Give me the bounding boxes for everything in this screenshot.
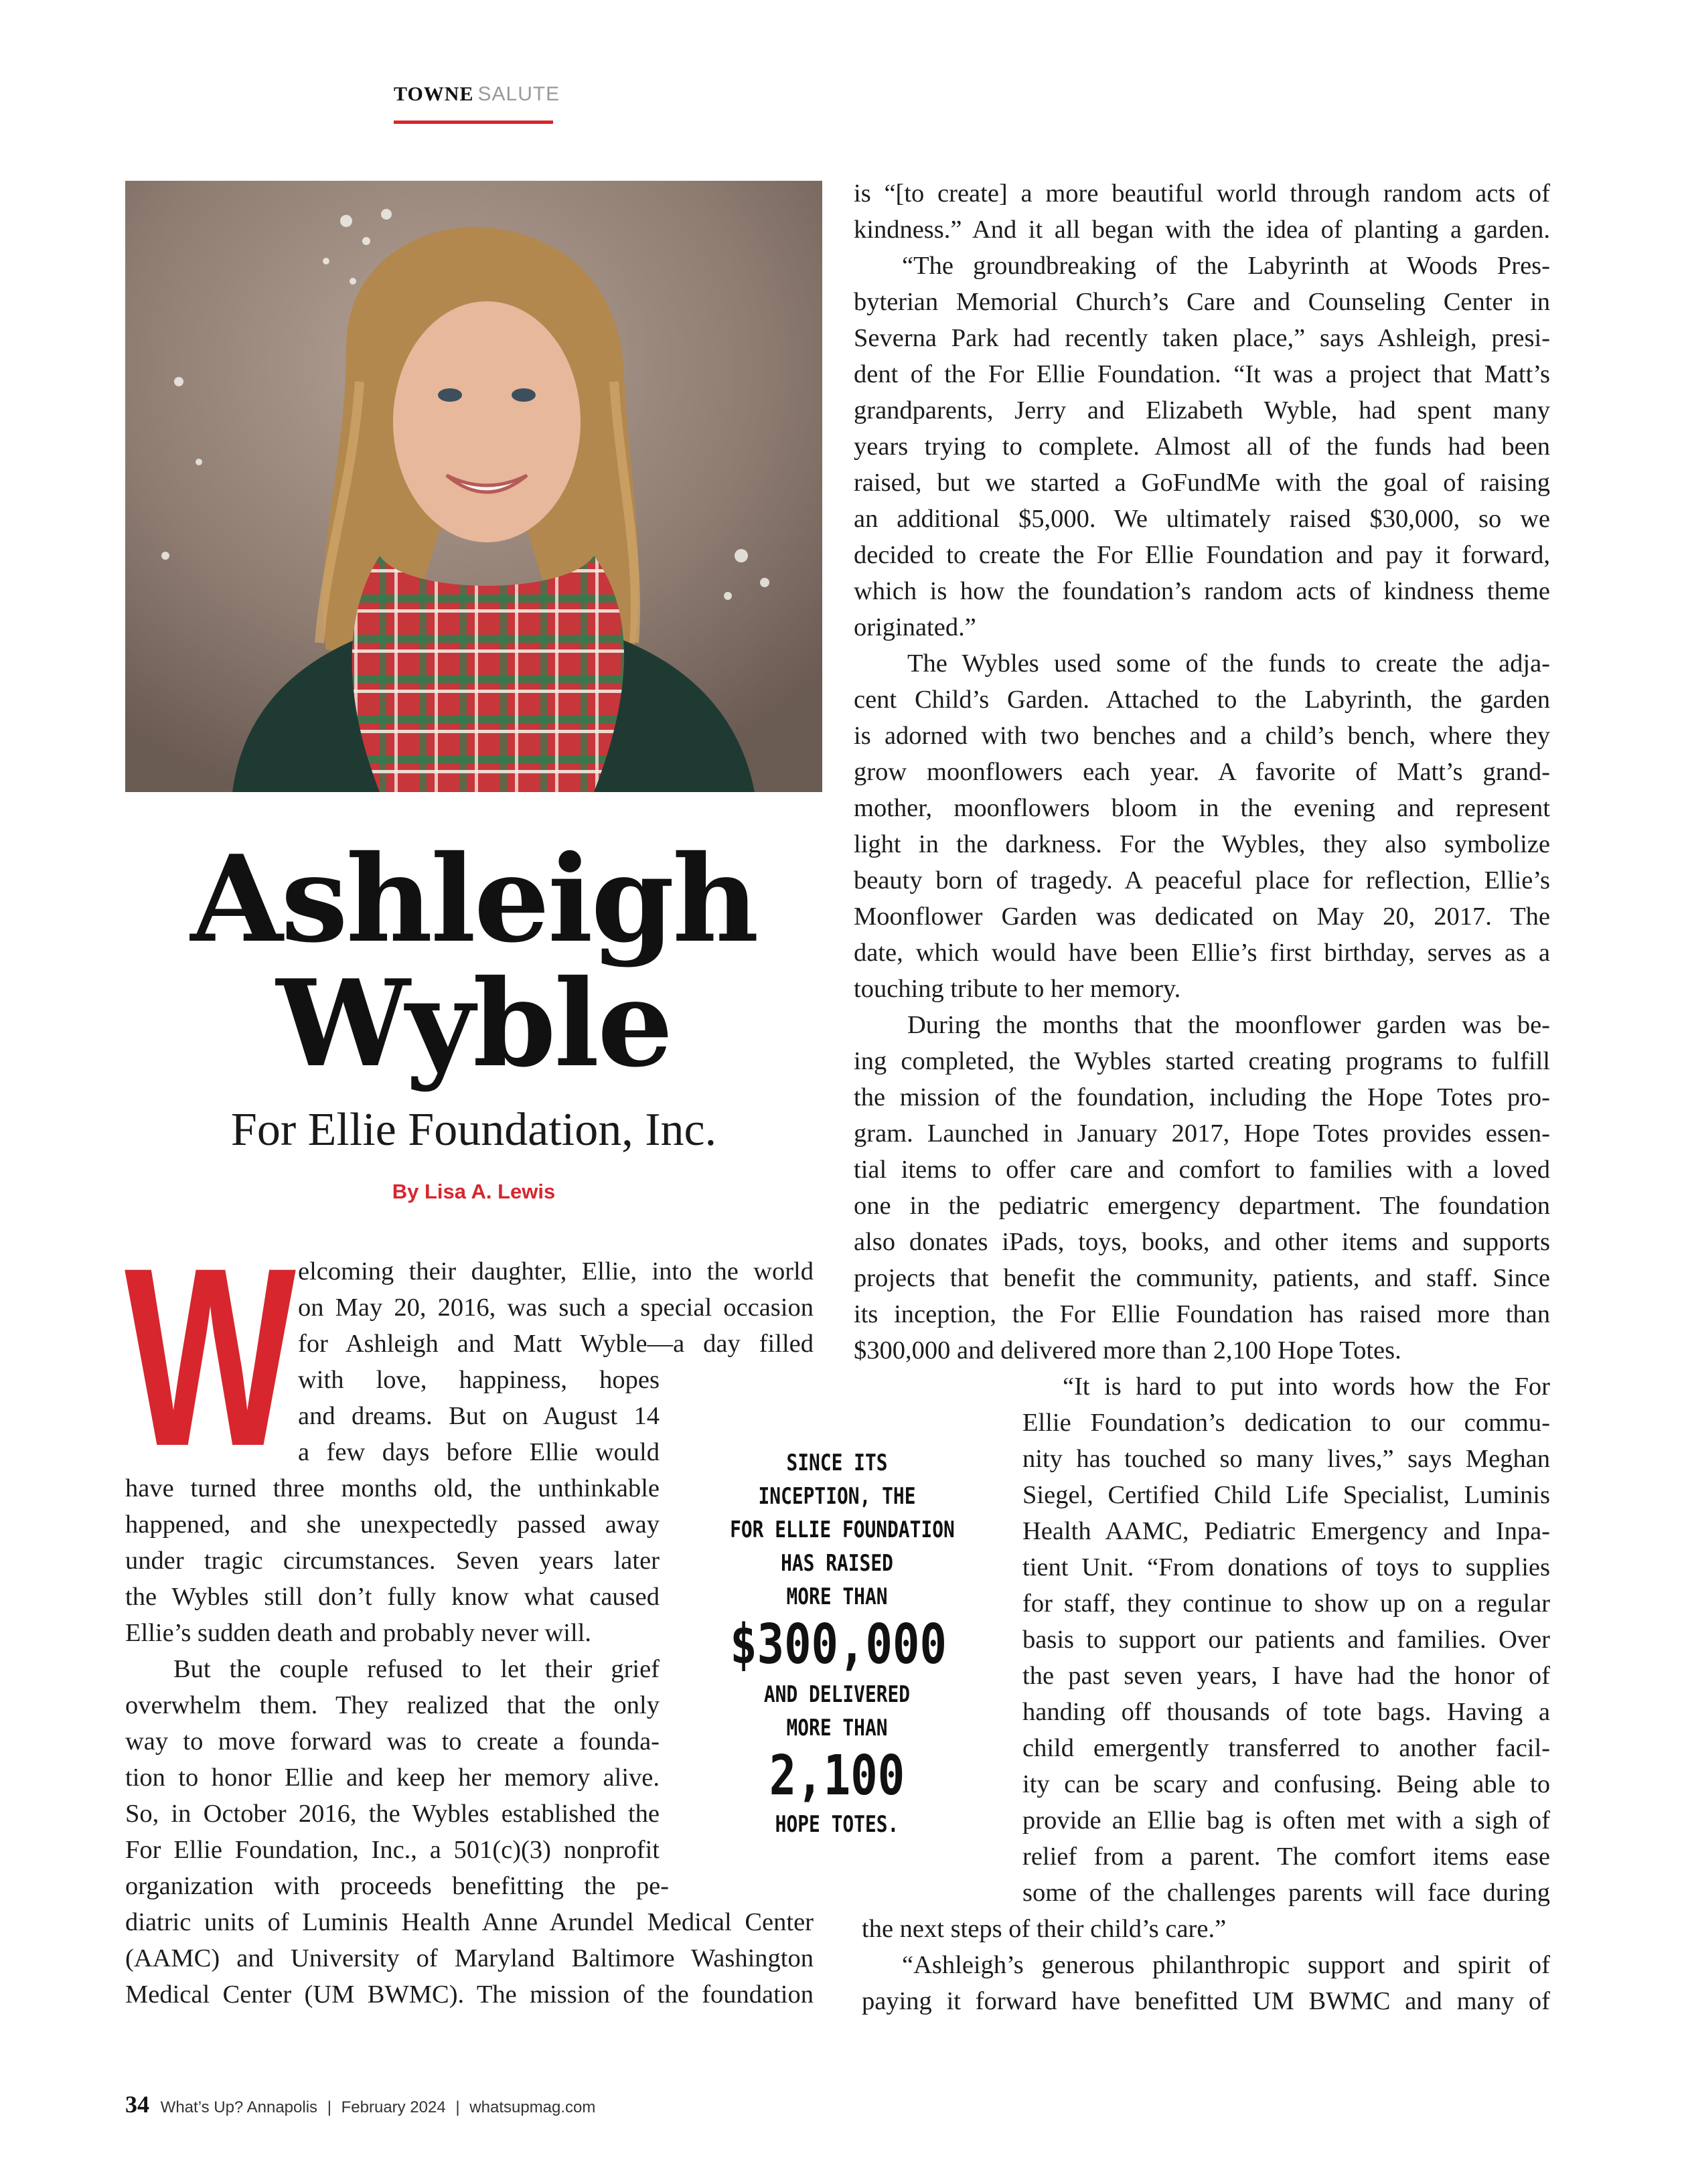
body-line: the past seven years, I have had the honor of bbox=[1022, 1662, 1550, 1690]
body-line: diatric units of Luminis Health Anne Arundel Medical Center bbox=[125, 1908, 814, 1936]
body-line: cent Child’s Garden. Attached to the Labyrinth, the garden bbox=[854, 686, 1550, 714]
body-line: kindness.” And it all began with the idea of planting a garden. bbox=[854, 216, 1550, 244]
body-line: Health AAMC, Pediatric Emergency and Inpa- bbox=[1022, 1517, 1550, 1545]
body-line: “The groundbreaking of the Labyrinth at Woods Pres- bbox=[902, 252, 1550, 280]
body-line: paying it forward have benefitted UM BWMC and many of bbox=[862, 1987, 1550, 2015]
body-line: Moonflower Garden was dedicated on May 20, 2017. The bbox=[854, 903, 1550, 931]
body-line: the mission of the foundation, including the Hope Totes pro- bbox=[854, 1083, 1550, 1111]
body-line: ity can be scary and confusing. Being able to bbox=[1022, 1770, 1550, 1798]
section-label-light: SALUTE bbox=[477, 83, 560, 105]
body-line: happened, and she unexpectedly passed away bbox=[125, 1510, 660, 1539]
headline bbox=[125, 829, 822, 1093]
body-line: nity has touched so many lives,” says Meghan bbox=[1022, 1445, 1550, 1473]
body-line: date, which would have been Ellie’s first birthday, serves as a bbox=[854, 939, 1550, 967]
body-line: gram. Launched in January 2017, Hope Totes provides essen- bbox=[854, 1119, 1550, 1148]
body-line: have turned three months old, the unthinkable bbox=[125, 1474, 660, 1502]
callout-count: 2,100 bbox=[769, 1744, 905, 1808]
portrait-photo bbox=[125, 181, 822, 792]
body-line: for Ashleigh and Matt Wyble—a day filled bbox=[298, 1330, 814, 1358]
callout-line: MORE THAN bbox=[786, 1715, 888, 1741]
body-line: dent of the For Ellie Foundation. “It was a project that Matt’s bbox=[854, 360, 1550, 388]
body-line: tial items to offer care and comfort to families with a loved bbox=[854, 1156, 1550, 1184]
body-line: under tragic circumstances. Seven years later bbox=[125, 1547, 660, 1575]
body-line: handing off thousands of tote bags. Having a bbox=[1022, 1698, 1550, 1726]
body-line: projects that benefit the community, patients, and staff. Since bbox=[854, 1264, 1550, 1292]
body-line: the next steps of their child’s care.” bbox=[862, 1915, 1227, 1943]
byline: By Lisa A. Lewis bbox=[392, 1180, 556, 1203]
body-line: for staff, they continue to show up on a regular bbox=[1022, 1589, 1550, 1618]
body-line: So, in October 2016, the Wybles established the bbox=[125, 1800, 660, 1828]
body-line: originated.” bbox=[854, 613, 976, 641]
callout-line: INCEPTION, THE bbox=[758, 1483, 916, 1510]
body-line: byterian Memorial Church’s Care and Counseling Center in bbox=[854, 288, 1550, 316]
callout-line: MORE THAN bbox=[786, 1583, 888, 1610]
footer-separator: | bbox=[327, 2098, 331, 2116]
body-line: child emergently transferred to another facil- bbox=[1022, 1734, 1550, 1762]
body-line: For Ellie Foundation, Inc., a 501(c)(3) nonprofit bbox=[125, 1836, 660, 1864]
body-line: beauty born of tragedy. A peaceful place for reflection, Ellie’s bbox=[854, 866, 1550, 894]
page-footer bbox=[125, 2090, 595, 2118]
body-line: organization with proceeds benefitting the pe- bbox=[125, 1872, 669, 1900]
dropcap-glyph: W bbox=[125, 1245, 298, 1452]
body-line: grandparents, Jerry and Elizabeth Wyble, had spent many bbox=[854, 396, 1550, 424]
body-line: grow moonflowers each year. A favorite of Matt’s grand- bbox=[854, 758, 1550, 786]
dropcap-letter bbox=[123, 1245, 298, 1452]
body-line: “It is hard to put into words how the For bbox=[1063, 1373, 1550, 1401]
callout-line: FOR ELLIE FOUNDATION bbox=[730, 1516, 955, 1543]
body-line: tient Unit. “From donations of toys to supplies bbox=[1022, 1553, 1550, 1581]
body-line: touching tribute to her memory. bbox=[854, 975, 1181, 1003]
page-number: 34 bbox=[125, 2091, 149, 2118]
body-line: Siegel, Certified Child Life Specialist, Luminis bbox=[1022, 1481, 1550, 1509]
body-line: mother, moonflowers bloom in the evening and represent bbox=[854, 794, 1550, 822]
body-line: basis to support our patients and families. Over bbox=[1022, 1626, 1550, 1654]
section-rule bbox=[394, 121, 553, 124]
headline-first-name: Ashleigh bbox=[190, 829, 757, 969]
body-line: Medical Center (UM BWMC). The mission of the foundation bbox=[125, 1980, 814, 2009]
body-line: elcoming their daughter, Ellie, into the world bbox=[298, 1257, 814, 1285]
body-line: and dreams. But on August 14 bbox=[298, 1402, 660, 1430]
body-line: with love, happiness, hopes bbox=[298, 1366, 660, 1394]
body-line: raised, but we started a GoFundMe with the goal of raising bbox=[854, 469, 1550, 497]
body-line: one in the pediatric emergency department. The foundation bbox=[854, 1192, 1550, 1220]
body-line: an additional $5,000. We ultimately raised $30,000, so we bbox=[854, 505, 1550, 533]
body-line: a few days before Ellie would bbox=[298, 1438, 660, 1466]
headline-last-name: Wyble bbox=[276, 953, 672, 1093]
organization-subtitle: For Ellie Foundation, Inc. bbox=[230, 1104, 717, 1156]
website-link[interactable]: whatsupmag.com bbox=[469, 2098, 596, 2116]
body-line: ing completed, the Wybles started creating programs to fulfill bbox=[854, 1047, 1550, 1075]
body-line: “Ashleigh’s generous philanthropic support and spirit of bbox=[902, 1951, 1550, 1979]
body-line: Severna Park had recently taken place,” says Ashleigh, presi- bbox=[854, 324, 1550, 352]
section-label-strong: TOWNE bbox=[394, 83, 474, 105]
body-line: Ellie Foundation’s dedication to our commu- bbox=[1022, 1409, 1550, 1437]
callout-line: AND DELIVERED bbox=[763, 1681, 911, 1708]
body-line: light in the darkness. For the Wybles, they also symbolize bbox=[854, 830, 1550, 858]
portrait-illustration bbox=[125, 181, 822, 792]
body-line: decided to create the For Ellie Foundation and pay it forward, bbox=[854, 541, 1550, 569]
footer-separator: | bbox=[455, 2098, 460, 2116]
callout-line: HOPE TOTES. bbox=[775, 1811, 899, 1838]
body-line: During the months that the moonflower garden was be- bbox=[907, 1011, 1550, 1039]
body-line: (AAMC) and University of Maryland Baltimore Washington bbox=[125, 1944, 814, 1972]
magazine-name: What’s Up? Annapolis bbox=[160, 2098, 318, 2116]
body-line: years trying to complete. Almost all of the funds had been bbox=[854, 433, 1550, 461]
body-line: its inception, the For Ellie Foundation has raised more than bbox=[854, 1300, 1550, 1328]
body-line: way to move forward was to create a founda- bbox=[125, 1727, 660, 1756]
body-line: relief from a parent. The comfort items ease bbox=[1022, 1843, 1550, 1871]
body-line: which is how the foundation’s random acts of kindness theme bbox=[854, 577, 1550, 605]
body-line: the Wybles still don’t fully know what caused bbox=[125, 1583, 660, 1611]
body-line: also donates iPads, toys, books, and other items and supports bbox=[854, 1228, 1550, 1256]
callout-amount: $300,000 bbox=[730, 1613, 947, 1676]
body-line: $300,000 and delivered more than 2,100 Hope Totes. bbox=[854, 1336, 1401, 1364]
body-line: some of the challenges parents will face during bbox=[1022, 1879, 1550, 1907]
body-line: on May 20, 2016, was such a special occasion bbox=[298, 1294, 814, 1322]
body-line: But the couple refused to let their grief bbox=[173, 1655, 660, 1683]
body-line: is adorned with two benches and a child’s bench, where they bbox=[854, 722, 1550, 750]
callout-line: SINCE ITS bbox=[786, 1450, 888, 1476]
body-line: overwhelm them. They realized that the only bbox=[125, 1691, 660, 1719]
body-line: is “[to create] a more beautiful world through random acts of bbox=[854, 179, 1550, 208]
section-label bbox=[394, 83, 560, 106]
body-line: Ellie’s sudden death and probably never will. bbox=[125, 1619, 592, 1647]
issue-date: February 2024 bbox=[341, 2098, 446, 2116]
callout-line: HAS RAISED bbox=[781, 1550, 893, 1577]
body-line: provide an Ellie bag is often met with a sigh of bbox=[1022, 1806, 1550, 1835]
body-line: tion to honor Ellie and keep her memory alive. bbox=[125, 1764, 660, 1792]
body-line: The Wybles used some of the funds to create the adja- bbox=[907, 649, 1550, 678]
